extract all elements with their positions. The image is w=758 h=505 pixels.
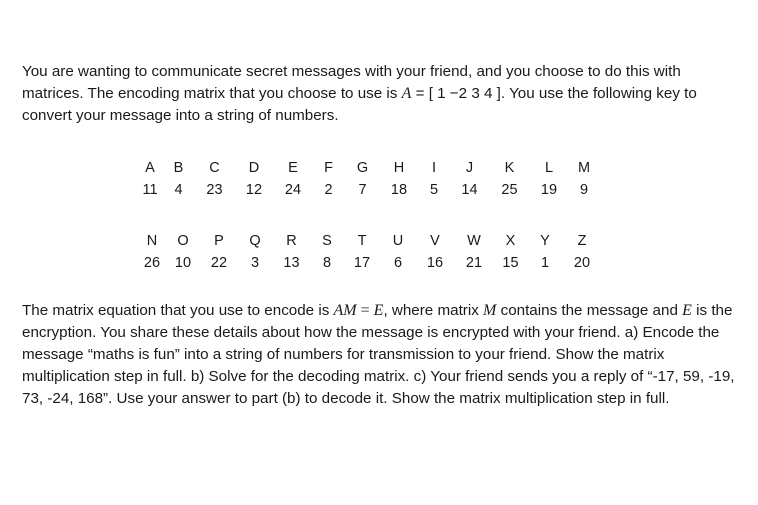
key-letter: D	[248, 160, 260, 176]
key-letter: T	[357, 233, 367, 249]
key-number: 23	[206, 182, 223, 198]
key-letter: C	[209, 160, 220, 176]
key-number: 12	[245, 182, 263, 198]
intro-text-after: . You use the following key to convert your message into a string of numbers.	[22, 85, 697, 124]
key-letter: V	[430, 233, 440, 249]
key-letter: E	[288, 160, 298, 176]
key-letter: H	[393, 160, 405, 176]
variable-e: E	[682, 302, 692, 319]
variable-m: M	[483, 302, 497, 319]
intro-text-before: You are wanting to communicate secret messages with your friend, and you choose to do this with matrices. The encoding matrix that you choose to use is	[22, 63, 681, 102]
question-paragraph	[22, 300, 742, 410]
key-letter: O	[177, 233, 189, 249]
key-number: 21	[465, 255, 483, 271]
key-letter: A	[145, 160, 155, 176]
intro-paragraph	[22, 61, 742, 127]
key-number: 15	[502, 255, 519, 271]
key-number: 13	[283, 255, 300, 271]
key-letter: L	[544, 160, 554, 176]
key-letters-row	[138, 157, 600, 179]
key-letter: U	[392, 233, 404, 249]
key-number: 5	[429, 182, 439, 198]
question-text-1: The matrix equation that you use to encode is	[22, 302, 334, 319]
key-letter: N	[146, 233, 158, 249]
question-text-4: is the encryption. You share these details about how the message is encrypted with your friend. a) Encode the message “maths is fun” into a string of numbers for transmission to your friend. Show the matrix multiplication step in full. b) Solve for the decoding matrix. c) Your friend sends you a reply of “-17, 59, -19, 73, -24, 168”. Use your answer to part (b) to decode it. Show the matrix multiplication step in full.	[22, 302, 735, 407]
key-number: 24	[284, 182, 302, 198]
key-numbers-row	[138, 252, 602, 274]
key-number: 2	[324, 182, 333, 198]
key-letter: W	[467, 233, 481, 249]
matrix-value: = [ 1 −2 3 4 ]	[411, 85, 501, 102]
key-number: 8	[322, 255, 332, 271]
key-letter: P	[214, 233, 224, 249]
key-letter: G	[356, 160, 369, 176]
key-letter: K	[504, 160, 515, 176]
key-number: 20	[573, 255, 591, 271]
key-number: 4	[174, 182, 183, 198]
key-numbers-row	[138, 179, 600, 201]
equation-e: E	[373, 302, 384, 319]
key-letter: S	[322, 233, 332, 249]
key-number: 19	[540, 182, 558, 198]
key-number: 16	[426, 255, 444, 271]
equation-am: AM	[333, 302, 357, 319]
key-letter: Q	[249, 233, 261, 249]
key-number: 6	[393, 255, 403, 271]
key-letter: F	[324, 160, 333, 176]
key-letter: I	[431, 160, 437, 176]
key-table-a-to-m	[138, 157, 600, 201]
key-letter: Z	[577, 233, 587, 249]
key-number: 25	[501, 182, 518, 198]
question-text-3: contains the message and	[496, 302, 683, 319]
key-number: 26	[143, 255, 161, 271]
question-text-2: , where matrix	[383, 302, 484, 319]
key-number: 10	[174, 255, 192, 271]
key-letter: J	[465, 160, 474, 176]
key-number: 17	[353, 255, 371, 271]
matrix-variable: A	[401, 85, 412, 102]
key-number: 18	[390, 182, 408, 198]
key-number: 1	[540, 255, 550, 271]
key-number: 9	[579, 182, 589, 198]
key-letter: M	[577, 160, 591, 176]
key-letter: R	[286, 233, 297, 249]
key-number: 14	[461, 182, 478, 198]
key-number: 11	[142, 182, 158, 198]
key-letter: X	[505, 233, 516, 249]
key-letters-row	[138, 230, 602, 252]
key-table-n-to-z	[138, 230, 602, 274]
key-letter: Y	[540, 233, 550, 249]
key-number: 7	[358, 182, 367, 198]
key-number: 22	[210, 255, 228, 271]
key-number: 3	[250, 255, 260, 271]
key-letter: B	[173, 160, 184, 176]
equation-equals: =	[356, 302, 374, 319]
